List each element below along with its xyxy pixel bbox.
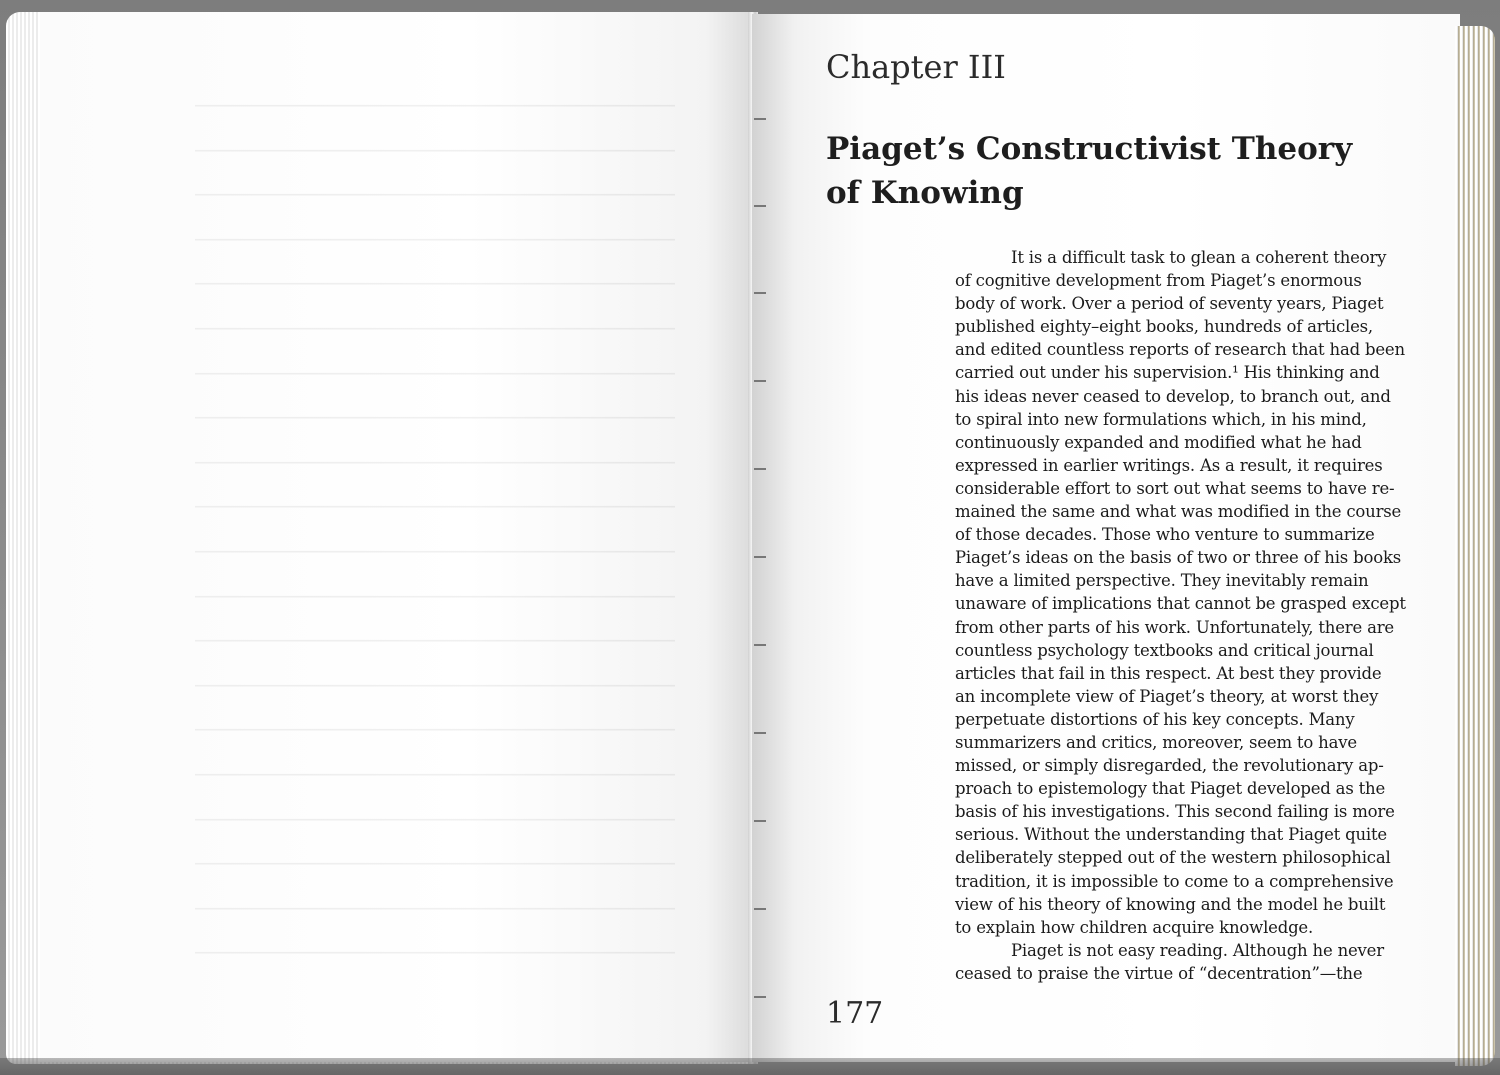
left-page-bleed-through: ________________________ ________________________ ________________________ ________________________ ________________________ ________________________ ________________________ ________________________ ________________________ ________________________ ________________________ ________________________ ________________________ ________________________ ________________________ ________________________ ________________________ ________________________ ________________________ ________________________	[195, 61, 675, 955]
paragraph-1	[955, 246, 1433, 939]
text-line: serious. Without the understanding that Piaget quite	[955, 825, 1387, 845]
text-line: unaware of implications that cannot be grasped except	[955, 594, 1406, 614]
paragraph-2	[955, 939, 1433, 985]
text-line: Piaget is not easy reading. Although he never	[1011, 940, 1384, 960]
text-line: continuously expanded and modified what he had	[955, 432, 1362, 452]
text-line: ceased to praise the virtue of “decentration”—the	[955, 963, 1363, 983]
text-line: have a limited perspective. They inevitably remain	[955, 571, 1369, 591]
text-line: expressed in earlier writings. As a result, it requires	[955, 455, 1383, 475]
body-text	[955, 246, 1433, 985]
binding-thread-mark	[754, 380, 766, 382]
text-line: an incomplete view of Piaget’s theory, at worst they	[955, 686, 1379, 706]
text-line: considerable effort to sort out what seems to have re-	[955, 478, 1395, 498]
binding-thread-mark	[754, 644, 766, 646]
text-line: carried out under his supervision.¹ His thinking and	[955, 363, 1380, 383]
text-line: It is a difficult task to glean a coherent theory	[1011, 248, 1387, 267]
binding-thread-mark	[754, 292, 766, 294]
text-line: missed, or simply disregarded, the revolutionary ap-	[955, 756, 1384, 776]
text-line: perpetuate distortions of his key concepts. Many	[955, 709, 1355, 729]
right-page-stack	[1455, 26, 1495, 1066]
text-line: mained the same and what was modified in the course	[955, 502, 1402, 522]
binding-thread-mark	[754, 996, 766, 998]
left-page	[40, 12, 756, 1062]
binding-thread-mark	[754, 908, 766, 910]
text-line: basis of his investigations. This second failing is more	[955, 802, 1395, 822]
text-line: view of his theory of knowing and the model he built	[955, 894, 1386, 914]
binding-thread-mark	[754, 118, 766, 120]
text-line: articles that fail in this respect. At best they provide	[955, 663, 1382, 683]
text-line: published eighty–eight books, hundreds of articles,	[955, 317, 1373, 337]
text-line: and edited countless reports of research that had been	[955, 340, 1405, 360]
scan-bottom-shadow	[0, 1058, 1500, 1075]
page-number: 177	[826, 996, 884, 1031]
text-line: to spiral into new formulations which, in his mind,	[955, 409, 1367, 429]
binding-thread-mark	[754, 205, 766, 207]
chapter-title: Piaget’s Constructivist Theory of Knowing	[826, 131, 1353, 211]
text-line: his ideas never ceased to develop, to branch out, and	[955, 386, 1391, 406]
text-line: from other parts of his work. Unfortunately, there are	[955, 617, 1394, 637]
text-line: proach to epistemology that Piaget developed as the	[955, 779, 1386, 799]
binding-thread-mark	[754, 468, 766, 470]
text-line: to explain how children acquire knowledge.	[955, 917, 1314, 937]
text-line: summarizers and critics, moreover, seem to have	[955, 732, 1357, 752]
text-line: of those decades. Those who venture to summarize	[955, 525, 1375, 545]
text-line: Piaget’s ideas on the basis of two or three of his books	[955, 548, 1402, 568]
text-line: body of work. Over a period of seventy years, Piaget	[955, 294, 1384, 314]
right-page	[752, 14, 1460, 1062]
binding-thread-mark	[754, 732, 766, 734]
text-line: deliberately stepped out of the western philosophical	[955, 848, 1391, 868]
text-line: of cognitive development from Piaget’s enormous	[955, 271, 1362, 291]
text-line: tradition, it is impossible to come to a comprehensive	[955, 871, 1394, 891]
binding-thread-mark	[754, 556, 766, 558]
chapter-label: Chapter III	[826, 48, 1006, 86]
text-line: countless psychology textbooks and critical journal	[955, 640, 1374, 660]
binding-thread-mark	[754, 820, 766, 822]
